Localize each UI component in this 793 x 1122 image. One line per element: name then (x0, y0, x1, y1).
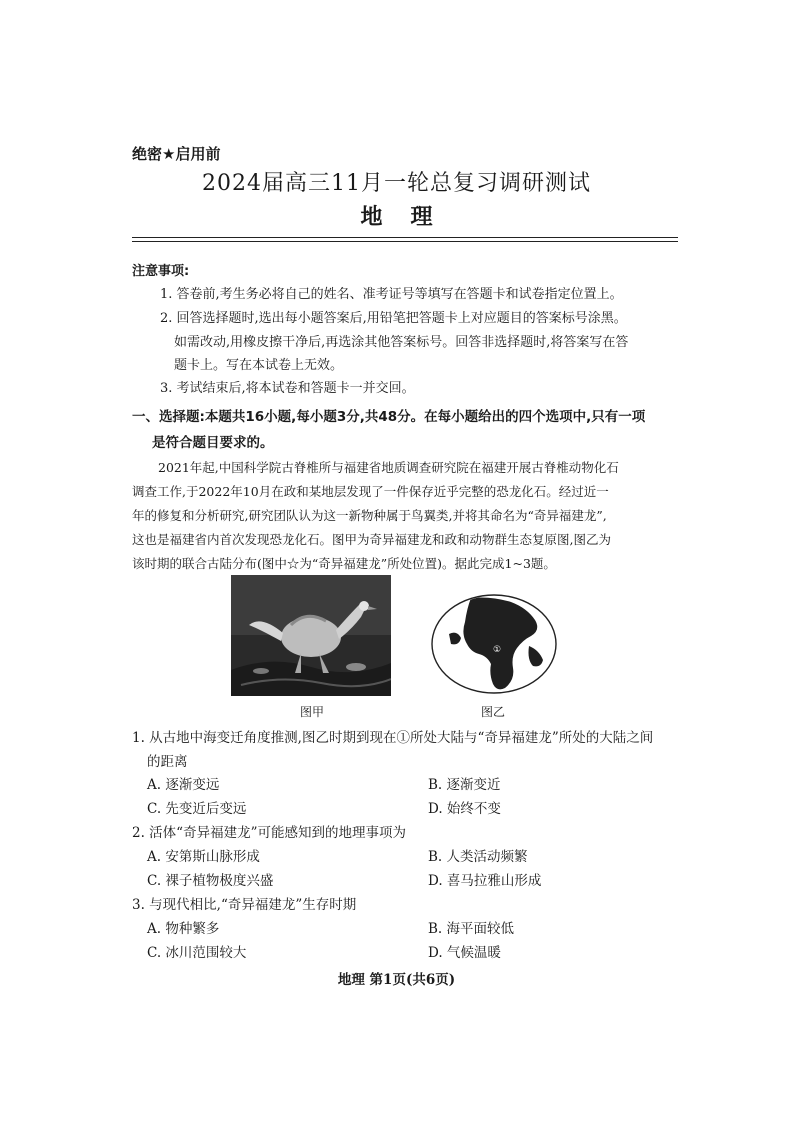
question-1-option-b: B. 逐渐变近 (428, 777, 501, 793)
question-1-option-d: D. 始终不变 (428, 801, 501, 817)
passage-line-3: 年的修复和分析研究,研究团队认为这一新物种属于鸟翼类,并将其命名为“奇异福建龙”, (132, 508, 607, 523)
question-3-option-d: D. 气候温暖 (428, 945, 501, 961)
note-item-2-cont-1: 如需改动,用橡皮擦干净后,再选涂其他答案标号。回答非选择题时,将答案写在答 (174, 335, 629, 350)
section-heading: 一、选择题:本题共16小题,每小题3分,共48分。在每小题给出的四个选项中,只有一项 (132, 409, 646, 425)
question-2-option-b: B. 人类活动频繁 (428, 849, 528, 865)
note-item-2-cont-2: 题卡上。写在本试卷上无效。 (174, 358, 344, 373)
question-2-stem: 2. 活体“奇异福建龙”可能感知到的地理事项为 (132, 825, 406, 841)
note-item-2: 2. 回答选择题时,选出每小题答案后,用铅笔把答题卡上对应题目的答案标号涂黑。 (160, 311, 627, 326)
question-3-option-a: A. 物种繁多 (147, 921, 220, 937)
passage-line-4: 这也是福建省内首次发现恐龙化石。图甲为奇异福建龙和政和动物群生态复原图,图乙为 (132, 532, 611, 547)
passage-line-5: 该时期的联合古陆分布(图中☆为“奇异福建龙”所处位置)。据此完成1~3题。 (132, 556, 556, 571)
map-marker-1: ① (493, 645, 502, 655)
question-1-option-a: A. 逐渐变远 (147, 777, 220, 793)
notes-heading: 注意事项: (132, 264, 190, 279)
section-heading-cont: 是符合题目要求的。 (152, 435, 274, 451)
question-1-stem-cont: 的距离 (147, 754, 188, 770)
question-3-option-c: C. 冰川范围较大 (147, 945, 247, 961)
subject-title: 地理 (360, 205, 461, 230)
note-item-3: 3. 考试结束后,将本试卷和答题卡一并交回。 (160, 381, 415, 396)
passage-line-2: 调查工作,于2022年10月在政和某地层发现了一件保存近乎完整的恐龙化石。经过近一 (132, 484, 609, 499)
question-1-stem: 1. 从古地中海变迁角度推测,图乙时期到现在①所处大陆与“奇异福建龙”所处的大陆之间 (132, 730, 654, 746)
passage-line-1: 2021年起,中国科学院古脊椎所与福建省地质调查研究院在福建开展古脊椎动物化石 (158, 460, 619, 475)
question-2-option-c: C. 裸子植物极度兴盛 (147, 873, 274, 889)
question-1-option-c: C. 先变近后变远 (147, 801, 247, 817)
question-2-option-a: A. 安第斯山脉形成 (147, 849, 260, 865)
question-3-option-b: B. 海平面较低 (428, 921, 515, 937)
figure-a-caption: 图甲 (300, 705, 325, 719)
page-footer: 地理 第1页(共6页) (337, 972, 456, 988)
figure-b-caption: 图乙 (481, 705, 506, 719)
header-rule-thick (132, 237, 678, 238)
dinosaur-reconstruction-image (231, 575, 391, 696)
question-3-stem: 3. 与现代相比,“奇异福建龙”生存时期 (132, 897, 357, 913)
question-2-option-d: D. 喜马拉雅山形成 (428, 873, 542, 889)
secret-label: 绝密★启用前 (132, 145, 221, 163)
exam-title: 2024届高三11月一轮总复习调研测试 (202, 171, 591, 196)
note-item-1: 1. 答卷前,考生务必将自己的姓名、准考证号等填写在答题卡和试卷指定位置上。 (160, 287, 623, 302)
pangaea-map-image (431, 594, 557, 694)
header-rule-thin (132, 241, 678, 242)
